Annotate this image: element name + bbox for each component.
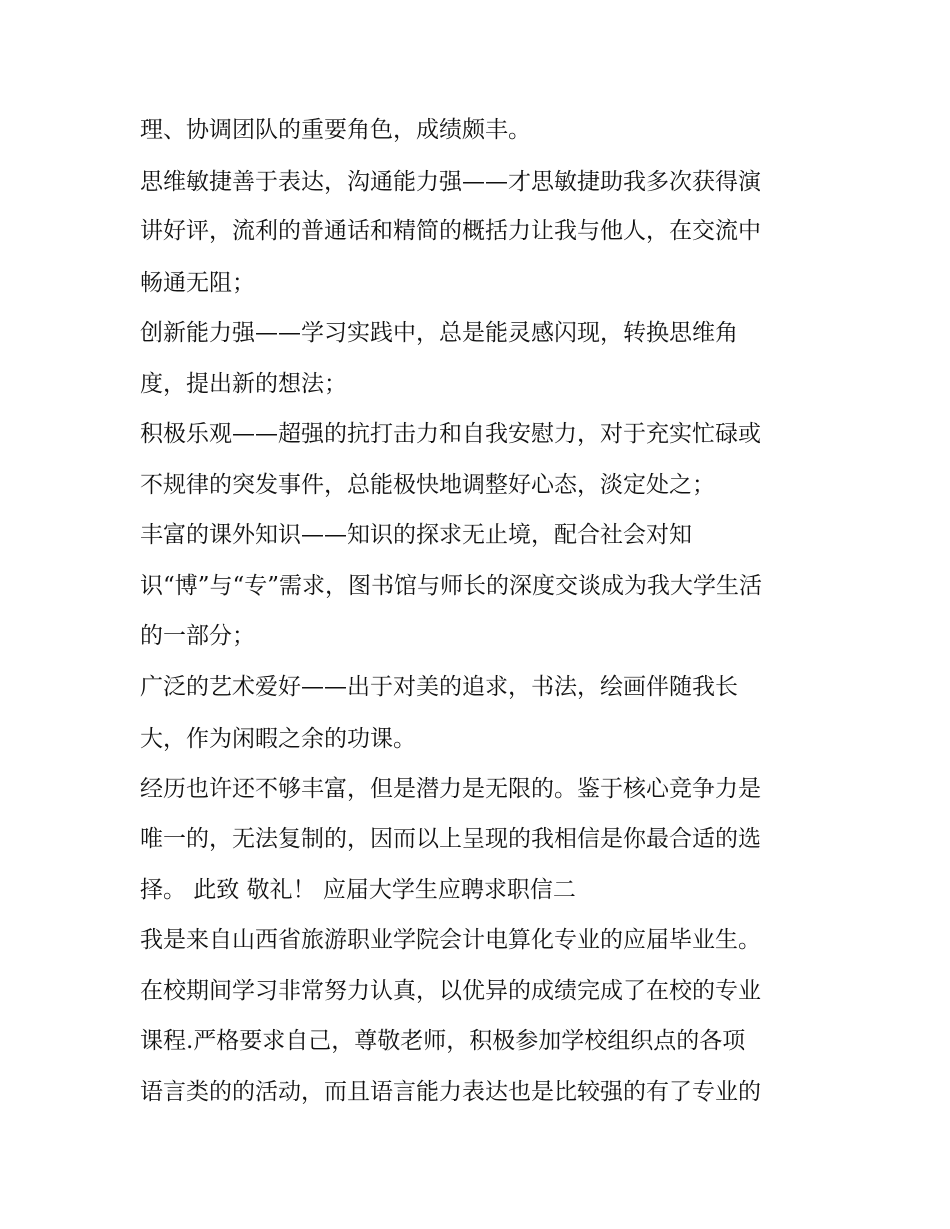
text-line: 广泛的艺术爱好——出于对美的追求，书法，绘画伴随我长 (140, 674, 738, 700)
text-line: 择。 此致 敬礼！ 应届大学生应聘求职信二 (140, 877, 576, 903)
text-line: 我是来自山西省旅游职业学院会计电算化专业的应届毕业生。 (140, 927, 761, 953)
text-line: 创新能力强——学习实践中，总是能灵感闪现，转换思维角 (140, 320, 738, 346)
text-line: 在校期间学习非常努力认真，以优异的成绩完成了在校的专业 (140, 978, 761, 1004)
text-line: 丰富的课外知识——知识的探求无止境，配合社会对知 (140, 522, 692, 548)
text-line: 唯一的，无法复制的，因而以上呈现的我相信是你最合适的选 (140, 826, 761, 852)
text-line: 畅通无阻； (140, 270, 255, 296)
text-line: 的一部分； (140, 623, 255, 649)
text-line: 语言类的的活动，而且语言能力表达也是比较强的有了专业的 (140, 1079, 761, 1105)
text-line: 理、协调团队的重要角色，成绩颇丰。 (140, 117, 531, 143)
text-line: 课程.严格要求自己，尊敬老师，积极参加学校组织点的各项 (140, 1028, 746, 1054)
text-line: 讲好评，流利的普通话和精简的概括力让我与他人，在交流中 (140, 218, 761, 244)
text-line: 经历也许还不够丰富，但是潜力是无限的。鉴于核心竞争力是 (140, 776, 761, 802)
text-line: 不规律的突发事件，总能极快地调整好心态，淡定处之； (140, 472, 715, 498)
text-line: 积极乐观——超强的抗打击力和自我安慰力，对于充实忙碌或 (140, 421, 761, 447)
text-line: 思维敏捷善于表达，沟通能力强——才思敏捷助我多次获得演 (140, 169, 761, 195)
text-line: 大，作为闲暇之余的功课。 (140, 726, 416, 752)
text-line: 度，提出新的想法； (140, 371, 347, 397)
text-line: 识“博”与“专”需求，图书馆与师长的深度交谈成为我大学生活 (140, 573, 763, 599)
